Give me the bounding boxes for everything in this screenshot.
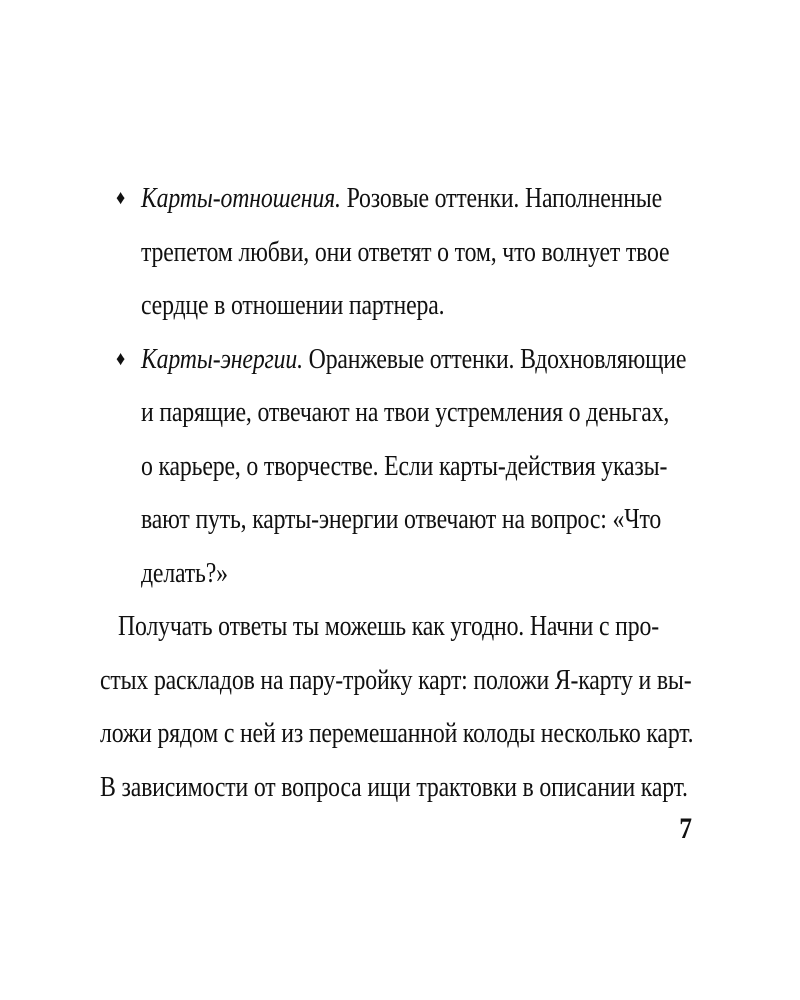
- diamond-bullet-icon: ♦: [115, 187, 126, 209]
- page-number: 7: [679, 812, 692, 845]
- paragraph-line: В зависимости от вопроса ищи трактовки в описании карт.: [100, 770, 688, 803]
- page-text: [100, 172, 700, 814]
- bullet-text: Розовые оттенки. Наполненные: [340, 182, 663, 214]
- diamond-bullet-icon: ♦: [115, 347, 126, 370]
- bullet-text-line: сердце в отношении партнера.: [141, 289, 445, 321]
- bullet-text-line: и парящие, отвечают на твои устремления о деньгах,: [141, 396, 670, 428]
- bullet-item-energy: [100, 333, 687, 387]
- paragraph-line: ложи рядом с ней из перемешанной колоды несколько карт.: [100, 717, 694, 749]
- bullet-text-line: о карьере, о творчестве. Если карты-действия указы-: [141, 449, 668, 482]
- bullet-text-line: вают путь, карты-энергии отвечают на вопрос: «Что: [141, 503, 662, 535]
- paragraph-line: Получать ответы ты можешь как угодно. Начни с про-: [118, 610, 659, 642]
- bullet-term: Карты-отношения.: [141, 182, 341, 214]
- paragraph-line: стых раскладов на пару-тройку карт: положи Я-карту и вы-: [100, 663, 692, 696]
- bullet-term: Карты-энергии.: [141, 342, 303, 375]
- bullet-text-line: трепетом любви, они ответят о том, что волнует твое: [141, 235, 670, 268]
- bullet-item-relationships: [100, 172, 663, 226]
- bullet-text-line: делать?»: [141, 556, 228, 589]
- bullet-text: Оранжевые оттенки. Вдохновляющие: [302, 342, 687, 375]
